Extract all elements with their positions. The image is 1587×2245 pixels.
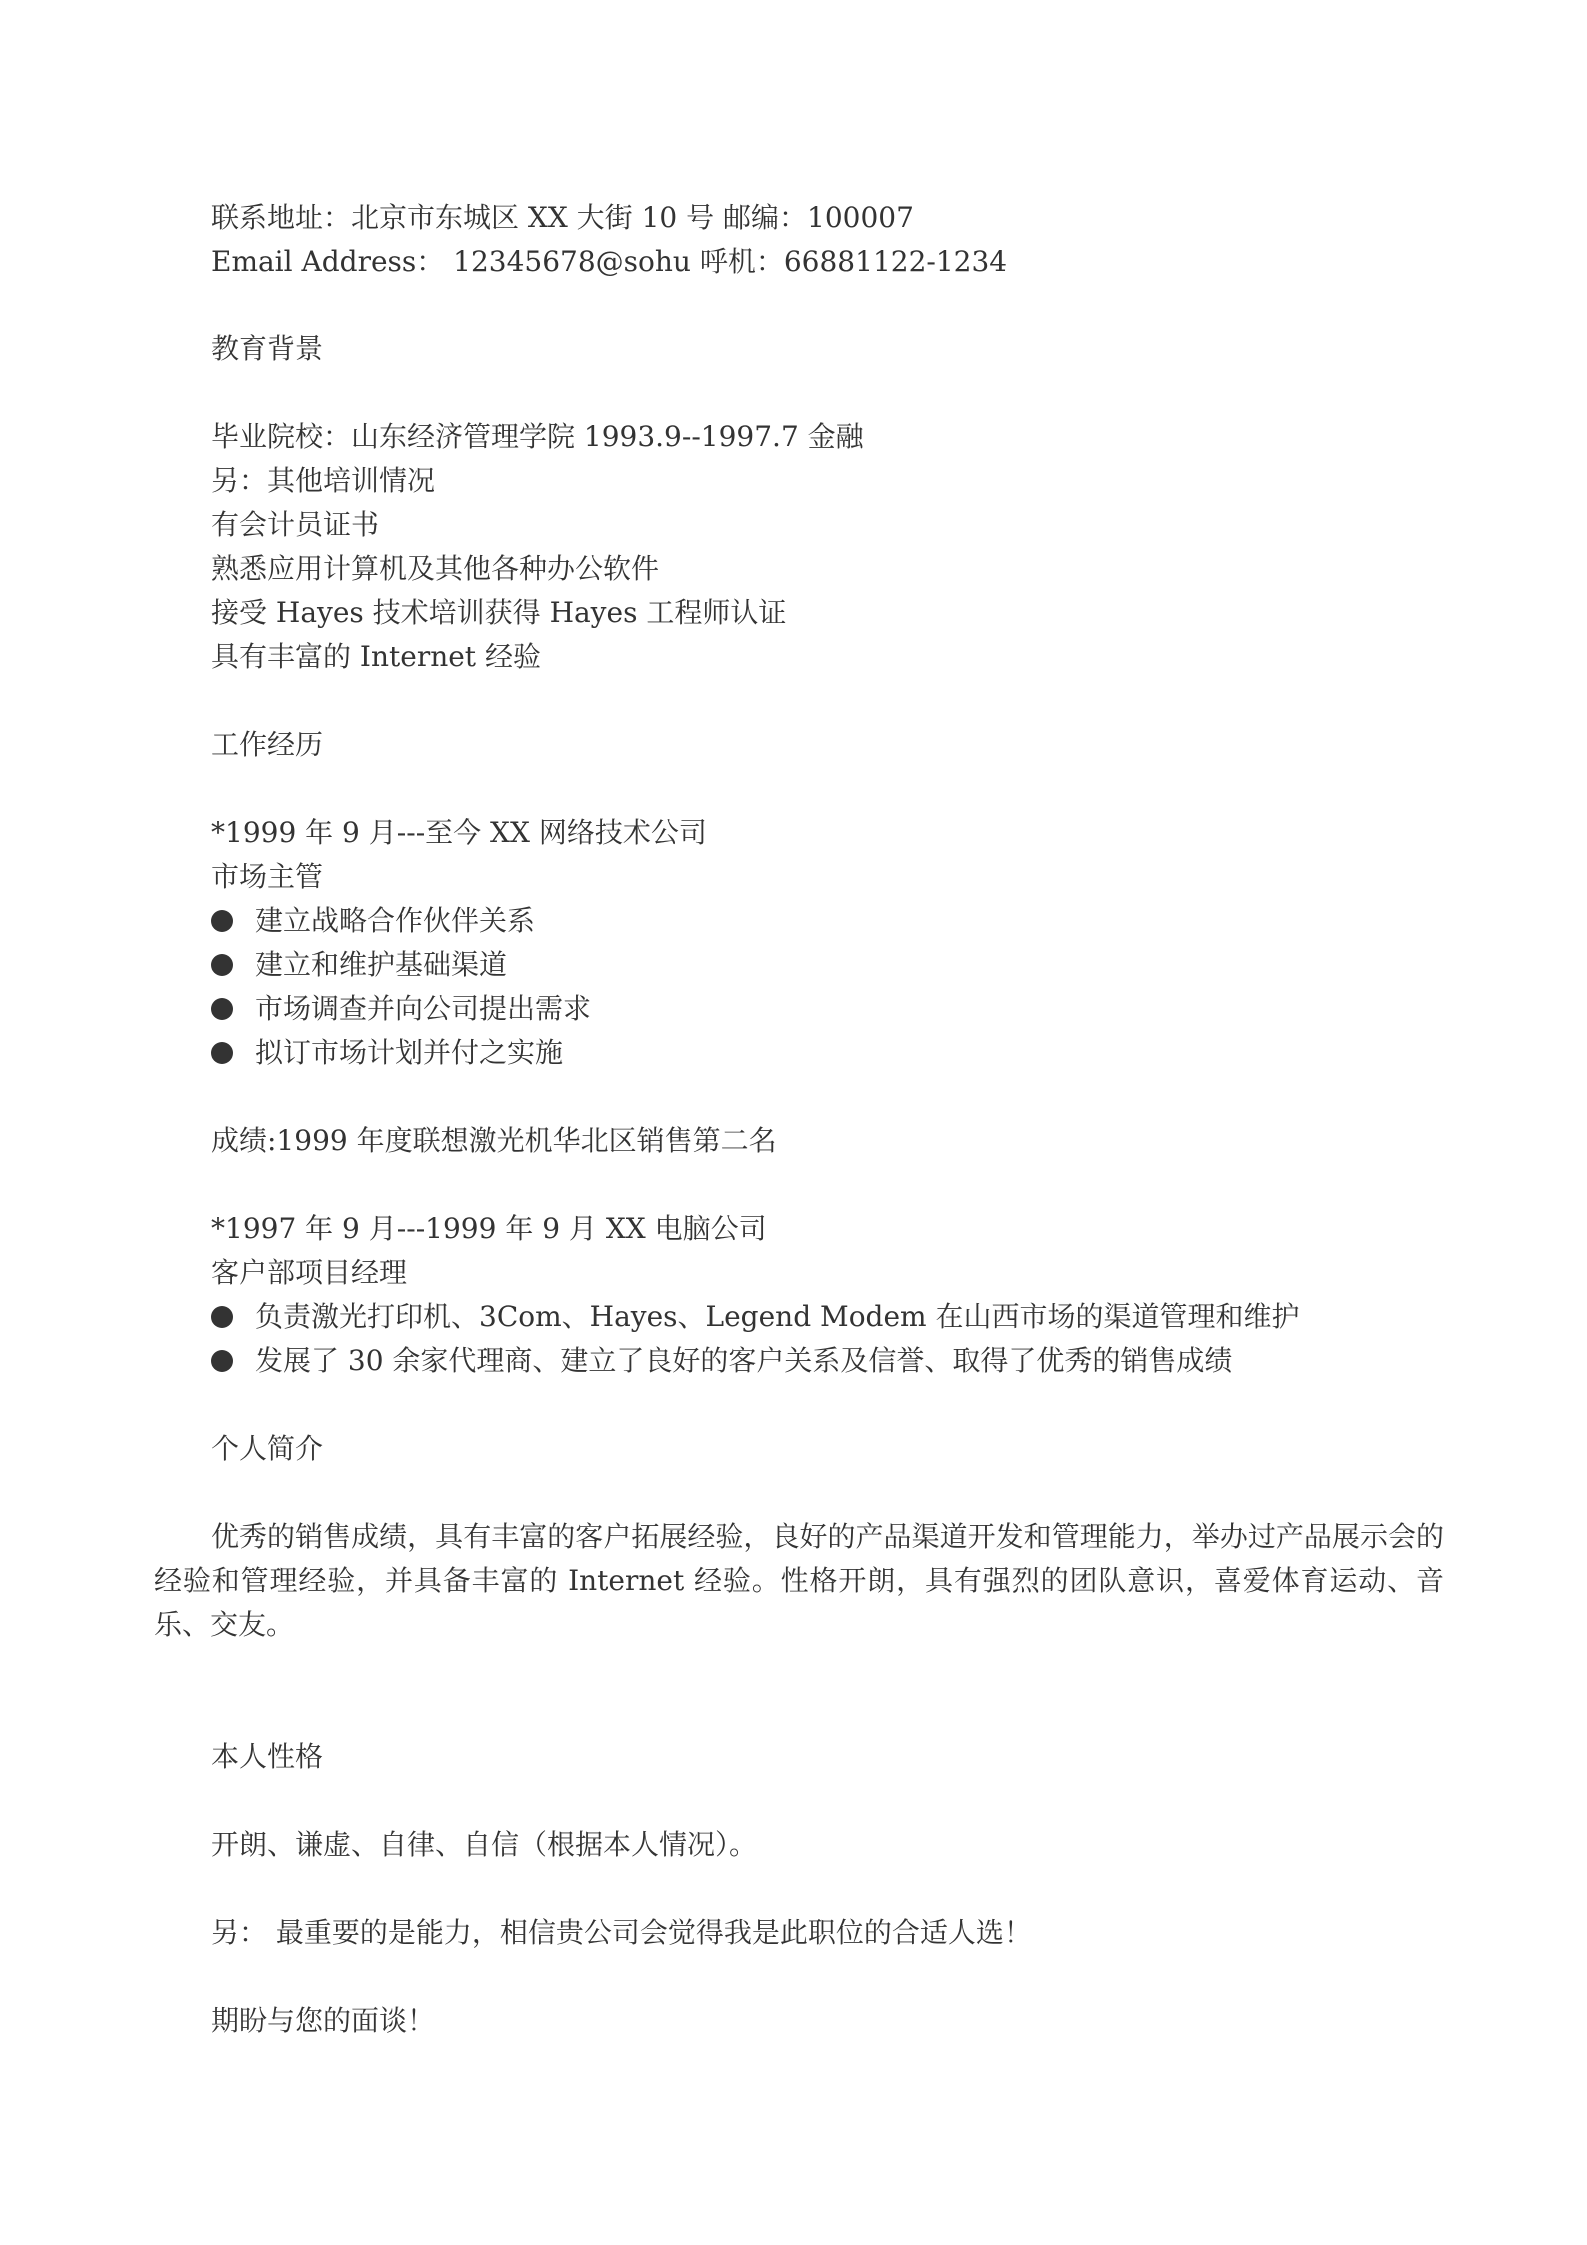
job-title: 客户部项目经理 [211, 1256, 408, 1289]
bullet-icon [211, 910, 233, 932]
personality-text: 开朗、谦虚、自律、自信（根据本人情况）。 [211, 1828, 758, 1861]
bullet-icon [211, 1350, 233, 1372]
closing-farewell: 期盼与您的面谈！ [211, 2004, 436, 2037]
job-achievement: 成绩:1999 年度联想激光机华北区销售第二名 [211, 1124, 777, 1157]
duty-text: 负责激光打印机、3Com、Hayes、Legend Modem 在山西市场的渠道管理和维护 [255, 1300, 1300, 1333]
education-line: 有会计员证书 [211, 508, 380, 541]
duty-text: 发展了 30 余家代理商、建立了良好的客户关系及信誉、取得了优秀的销售成绩 [255, 1344, 1233, 1377]
education-line: 具有丰富的 Internet 经验 [211, 640, 541, 673]
duty-item [211, 1295, 1300, 1339]
duty-text: 建立和维护基础渠道 [255, 948, 508, 981]
duty-item [211, 1339, 1232, 1383]
contact-email: Email Address： 12345678@sohu 呼机：66881122-1234 [211, 245, 1008, 278]
duty-text: 拟订市场计划并付之实施 [255, 1036, 564, 1069]
education-heading: 教育背景 [211, 332, 324, 365]
contact-address: 联系地址：北京市东城区 XX 大街 10 号 邮编：100007 [211, 201, 914, 234]
profile-text: 优秀的销售成绩，具有丰富的客户拓展经验，良好的产品渠道开发和管理能力，举办过产品展示会的经验和管理经验，并具备丰富的 Internet 经验。性格开朗，具有强烈的团队意识，喜爱体育运动、音乐、交友。 [154, 1520, 1444, 1641]
job-title: 市场主管 [211, 860, 324, 893]
job-period: *1999 年 9 月---至今 XX 网络技术公司 [211, 816, 707, 849]
bullet-icon [211, 1042, 233, 1064]
education-line: 接受 Hayes 技术培训获得 Hayes 工程师认证 [211, 596, 787, 629]
closing-note: 另： 最重要的是能力，相信贵公司会觉得我是此职位的合适人选！ [211, 1916, 1032, 1949]
duty-item [211, 1031, 563, 1075]
profile-heading: 个人简介 [211, 1432, 324, 1465]
bullet-icon [211, 998, 233, 1020]
work-heading: 工作经历 [211, 728, 324, 761]
job-period: *1997 年 9 月---1999 年 9 月 XX 电脑公司 [211, 1212, 767, 1245]
duty-item [211, 899, 535, 943]
duty-text: 市场调查并向公司提出需求 [255, 992, 592, 1025]
personality-heading: 本人性格 [211, 1740, 324, 1773]
education-line: 熟悉应用计算机及其他各种办公软件 [211, 552, 660, 585]
education-line: 另：其他培训情况 [211, 464, 436, 497]
duty-item [211, 943, 507, 987]
duty-text: 建立战略合作伙伴关系 [255, 904, 536, 937]
bullet-icon [211, 1306, 233, 1328]
duty-item [211, 987, 591, 1031]
bullet-icon [211, 954, 233, 976]
education-line: 毕业院校：山东经济管理学院 1993.9--1997.7 金融 [211, 420, 864, 453]
